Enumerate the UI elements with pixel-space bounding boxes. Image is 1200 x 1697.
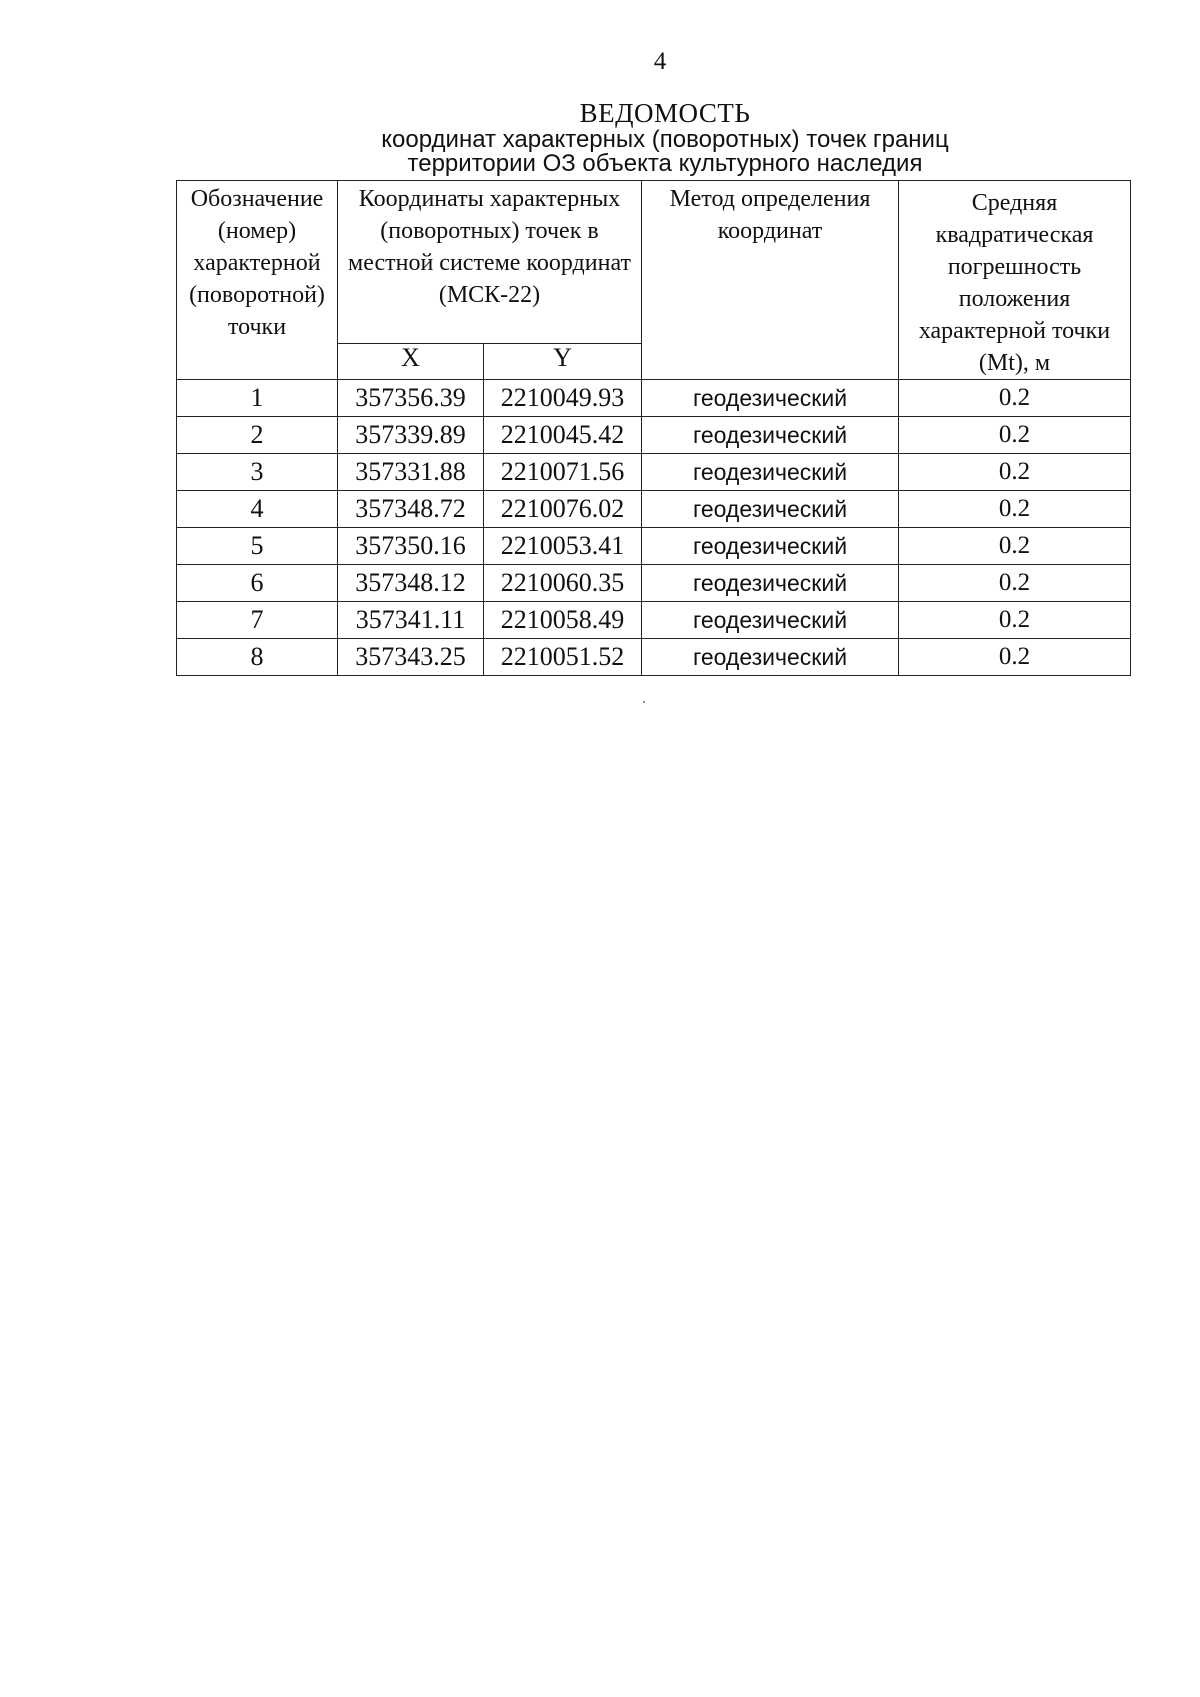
coord-y: 2210053.41 xyxy=(484,528,642,565)
point-number: 4 xyxy=(177,491,338,528)
error-value: 0.2 xyxy=(899,565,1131,602)
error-value: 0.2 xyxy=(899,491,1131,528)
header-error: Средняя квадратическая погрешность положения характерной точки (Mt), м xyxy=(899,181,1131,380)
point-number: 1 xyxy=(177,380,338,417)
error-value: 0.2 xyxy=(899,602,1131,639)
coord-x: 357341.11 xyxy=(338,602,484,639)
table-header xyxy=(177,181,1131,380)
coord-y: 2210058.49 xyxy=(484,602,642,639)
table-row xyxy=(177,528,1131,565)
error-value: 0.2 xyxy=(899,454,1131,491)
error-value: 0.2 xyxy=(899,417,1131,454)
header-x: X xyxy=(338,343,484,379)
coord-x: 357348.12 xyxy=(338,565,484,602)
point-number: 2 xyxy=(177,417,338,454)
header-y: Y xyxy=(484,343,642,379)
table-body xyxy=(177,380,1131,676)
method: геодезический xyxy=(642,380,899,417)
coord-x: 357350.16 xyxy=(338,528,484,565)
method: геодезический xyxy=(642,565,899,602)
method: геодезический xyxy=(642,491,899,528)
method: геодезический xyxy=(642,454,899,491)
coord-y: 2210045.42 xyxy=(484,417,642,454)
coord-x: 357348.72 xyxy=(338,491,484,528)
table-row xyxy=(177,565,1131,602)
header-designation: Обозначение (номер) характерной (поворотной) точки xyxy=(177,181,338,380)
table-row xyxy=(177,602,1131,639)
table-row xyxy=(177,639,1131,676)
document-title: ВЕДОМОСТЬ xyxy=(579,98,751,128)
document-subtitle-line-2: территории ОЗ объекта культурного наследия xyxy=(407,150,923,177)
error-value: 0.2 xyxy=(899,639,1131,676)
error-value: 0.2 xyxy=(899,380,1131,417)
coord-x: 357343.25 xyxy=(338,639,484,676)
method: геодезический xyxy=(642,528,899,565)
table-row xyxy=(177,417,1131,454)
point-number: 5 xyxy=(177,528,338,565)
point-number: 6 xyxy=(177,565,338,602)
point-number: 3 xyxy=(177,454,338,491)
scan-speck xyxy=(643,701,645,703)
coord-y: 2210076.02 xyxy=(484,491,642,528)
point-number: 7 xyxy=(177,602,338,639)
coord-x: 357339.89 xyxy=(338,417,484,454)
coord-y: 2210049.93 xyxy=(484,380,642,417)
point-number: 8 xyxy=(177,639,338,676)
method: геодезический xyxy=(642,602,899,639)
table-row xyxy=(177,380,1131,417)
method: геодезический xyxy=(642,639,899,676)
coordinates-table xyxy=(176,180,1131,676)
method: геодезический xyxy=(642,417,899,454)
document-subtitle-line-1: координат характерных (поворотных) точек границ xyxy=(381,126,949,153)
coord-x: 357331.88 xyxy=(338,454,484,491)
header-method: Метод определения координат xyxy=(642,181,899,380)
coord-y: 2210060.35 xyxy=(484,565,642,602)
header-coordinates: Координаты характерных (поворотных) точек в местной системе координат (МСК-22) xyxy=(338,181,642,344)
page-number: 4 xyxy=(653,48,667,75)
error-value: 0.2 xyxy=(899,528,1131,565)
coord-y: 2210051.52 xyxy=(484,639,642,676)
coord-y: 2210071.56 xyxy=(484,454,642,491)
coord-x: 357356.39 xyxy=(338,380,484,417)
table-row xyxy=(177,491,1131,528)
table-row xyxy=(177,454,1131,491)
